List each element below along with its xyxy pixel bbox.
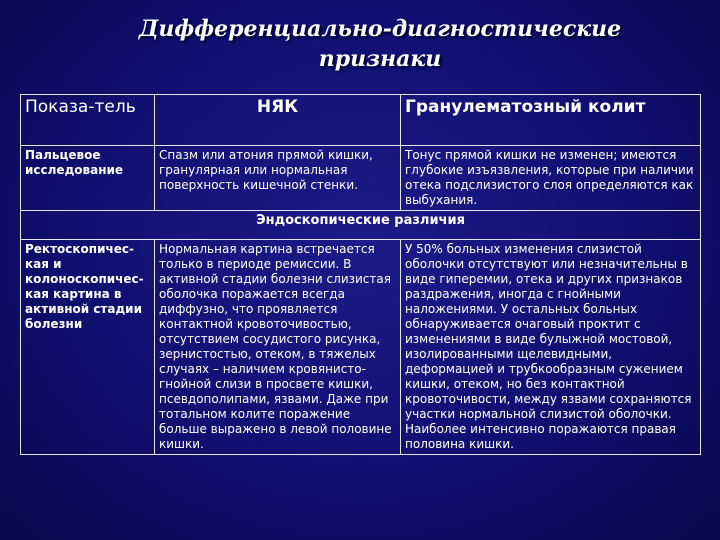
table-row	[21, 240, 701, 455]
row-label: Пальцевое исследование	[21, 146, 155, 211]
slide-title: Дифференциально-диагностические признаки	[138, 16, 622, 72]
cell-nyak: Нормальная картина встречается только в периоде ремиссии. В активной стадии болезни слизистая оболочка поражается всегда диффузно, что проявляется контактной кровоточивостью, отсутствием сосудистого рисунка, зернистостью, отеком, в тяжелых случаях – наличием кровянисто-гнойной слизи в просвете кишки, псевдополипами, язвами. Даже при тотальном колите поражение больше выражено в левой половине кишки.	[155, 240, 401, 455]
cell-nyak: Спазм или атония прямой кишки, гранулярная или нормальная поверхность кишечной стенки.	[155, 146, 401, 211]
row-label: Ректоскопичес-кая и колоноскопичес-кая картина в активной стадии болезни	[21, 240, 155, 455]
table-row	[21, 146, 701, 211]
header-indicator: Показа-тель	[21, 95, 155, 146]
comparison-table	[20, 94, 701, 455]
section-row	[21, 211, 701, 240]
cell-granulomatous: Тонус прямой кишки не изменен; имеются глубокие изъязвления, которые при наличии отека подслизистого слоя определяются как выбухания.	[401, 146, 701, 211]
cell-granulomatous: У 50% больных изменения слизистой оболочки отсутствуют или незначительны в виде гиперемии, отека и других признаков раздражения, иногда с гнойными наложениями. У остальных больных обнаруживается очаговый проктит с изменениями в виде булыжной мостовой, изолированными щелевидными, деформацией и трубкообразным сужением кишки, отеком, но без контактной кровоточивости, между язвами сохраняются участки нормальной слизистой оболочки. Наиболее интенсивно поражаются правая половина кишки.	[401, 240, 701, 455]
table-header-row	[21, 95, 701, 146]
header-nyak: НЯК	[155, 95, 401, 146]
section-title: Эндоскопические различия	[21, 211, 701, 240]
header-granulomatous-colitis: Гранулематозный колит	[401, 95, 701, 146]
